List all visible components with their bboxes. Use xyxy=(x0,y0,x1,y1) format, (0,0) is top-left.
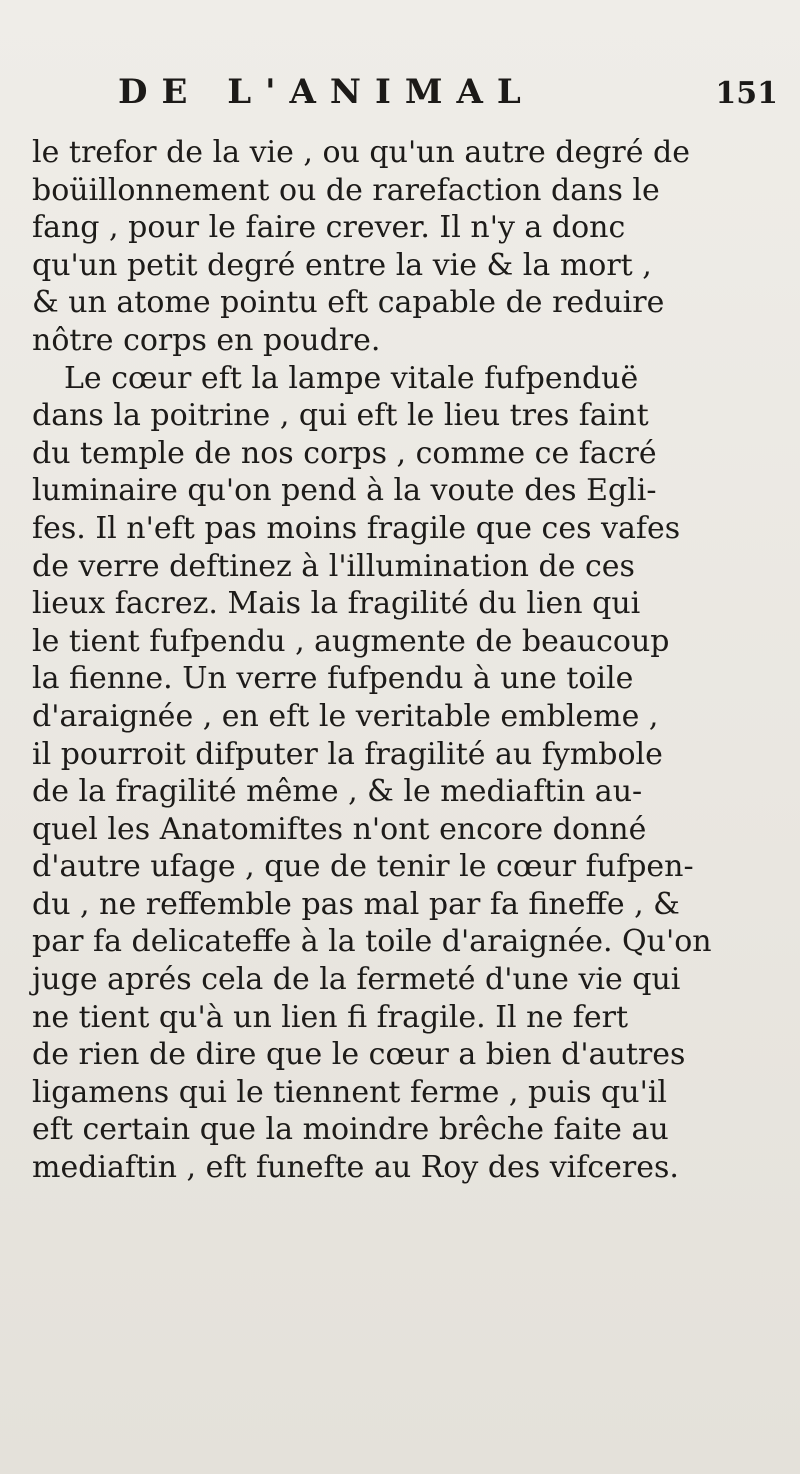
text-line: de la fragilité même , & le mediaftin au- xyxy=(32,774,643,810)
text-line: la fienne. Un verre fufpendu à une toile xyxy=(32,661,634,697)
text-line: quel les Anatomiftes n'ont encore donné xyxy=(32,811,647,847)
body-text xyxy=(32,134,792,1187)
text-line: juge aprés cela de la fermeté d'une vie qui xyxy=(32,962,681,998)
text-line: boüillonnement ou de rarefaction dans le xyxy=(32,172,660,208)
text-line: le trefor de la vie , ou qu'un autre degré de xyxy=(32,135,691,170)
page-number: 151 xyxy=(715,76,778,111)
text-line: eft certain que la moindre brêche faite au xyxy=(32,1112,669,1148)
text-line: qu'un petit degré entre la vie & la mort , xyxy=(32,247,652,283)
text-line: il pourroit difputer la fragilité au fymbole xyxy=(32,736,663,772)
text-line: dans la poitrine , qui eft le lieu tres faint xyxy=(32,398,649,434)
running-header xyxy=(118,72,778,132)
text-line: de verre deftinez à l'illumination de ces xyxy=(32,548,635,584)
text-line: ne tient qu'à un lien fi fragile. Il ne fert xyxy=(32,999,629,1035)
text-line: & un atome pointu eft capable de reduire xyxy=(32,285,665,321)
text-line: mediaftin , eft funefte au Roy des vifceres. xyxy=(32,1150,679,1186)
text-line: fang , pour le faire crever. Il n'y a donc xyxy=(32,210,626,246)
text-line: Le cœur eft la lampe vitale fufpenduë xyxy=(64,360,639,396)
text-line: nôtre corps en poudre. xyxy=(32,322,381,358)
text-line: luminaire qu'on pend à la voute des Egli- xyxy=(32,473,657,509)
text-line: ligamens qui le tiennent ferme , puis qu'il xyxy=(32,1074,668,1110)
text-line: du , ne reffemble pas mal par fa fineffe , & xyxy=(32,886,680,922)
text-line: lieux facrez. Mais la fragilité du lien qui xyxy=(32,586,641,622)
text-line: du temple de nos corps , comme ce facré xyxy=(32,435,657,471)
text-line: de rien de dire que le cœur a bien d'autres xyxy=(32,1037,686,1073)
text-line: le tient fufpendu , augmente de beaucoup xyxy=(32,623,670,659)
text-line: fes. Il n'eft pas moins fragile que ces vafes xyxy=(32,510,681,546)
text-line: d'autre ufage , que de tenir le cœur fufpen- xyxy=(32,849,694,885)
text-line: par fa delicateffe à la toile d'araignée. Qu'on xyxy=(32,924,712,960)
running-title: DE L'ANIMAL xyxy=(118,72,535,112)
text-line: d'araignée , en eft le veritable embleme , xyxy=(32,698,659,734)
